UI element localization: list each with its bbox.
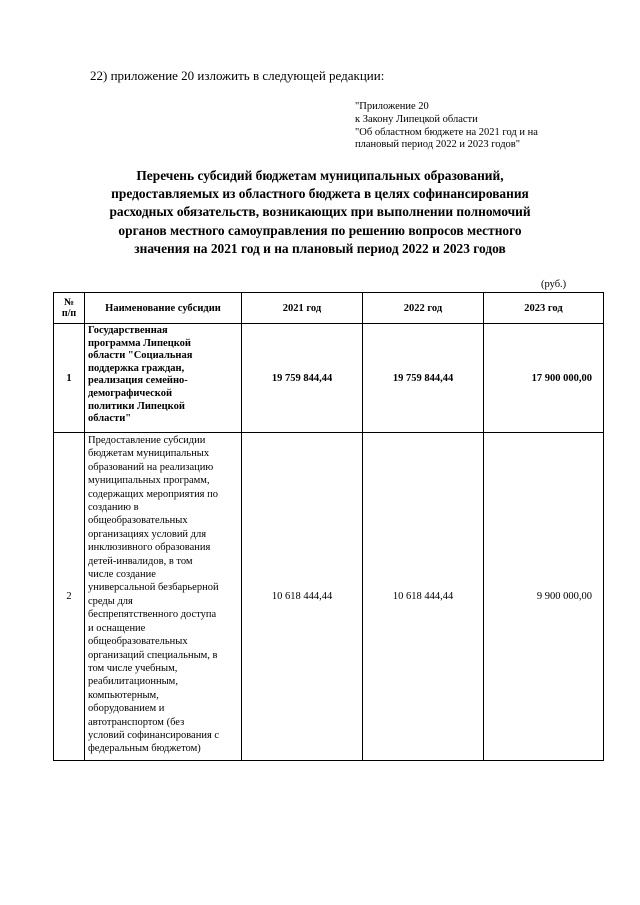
table-row	[54, 433, 604, 761]
title-line: предоставляемых из областного бюджета в целях софинансирования	[111, 186, 529, 202]
intro-text: 22) приложение 20 изложить в следующей редакции:	[90, 68, 385, 83]
title-line: расходных обязательств, возникающих при выполнении полномочий	[109, 204, 531, 220]
header-2022: 2022 год	[363, 293, 484, 324]
header-2023: 2023 год	[484, 293, 604, 324]
appendix-line: "Об областном бюджете на 2021 год и на	[355, 126, 538, 138]
appendix-line: к Закону Липецкой области	[355, 113, 478, 125]
document-title	[70, 167, 570, 258]
header-subsidy-name: Наименование субсидии	[85, 293, 242, 324]
row-number: 1	[54, 324, 85, 433]
amount-2023: 9 900 000,00	[484, 433, 604, 761]
table-header-row	[54, 293, 604, 324]
header-number: № п/п	[54, 293, 85, 324]
header-2021: 2021 год	[242, 293, 363, 324]
amount-2022: 10 618 444,44	[363, 433, 484, 761]
table-row	[54, 324, 604, 433]
units-label: (руб.)	[541, 279, 567, 290]
appendix-reference	[355, 101, 538, 152]
amount-2021: 19 759 844,44	[242, 324, 363, 433]
appendix-line: "Приложение 20	[355, 101, 429, 112]
title-line: значения на 2021 год и на плановый период 2022 и 2023 годов	[134, 240, 506, 256]
amount-2021: 10 618 444,44	[242, 433, 363, 761]
appendix-line: плановый период 2022 и 2023 годов"	[355, 139, 521, 151]
title-line: Перечень субсидий бюджетам муниципальных образований,	[136, 168, 504, 183]
subsidies-table	[53, 292, 604, 761]
title-line: органов местного самоуправления по решению вопросов местного	[118, 222, 522, 238]
amount-2022: 19 759 844,44	[363, 324, 484, 433]
subsidy-name: Государственная программа Липецкой области "Социальная поддержка граждан, реализация семейно- демографической политики Липецкой области"	[85, 324, 242, 433]
row-number: 2	[54, 433, 85, 761]
subsidy-name: Предоставление субсидии бюджетам муниципальных образований на реализацию муниципальных программ, содержащих мероприятия по созданию в общеобразовательных организациях условий для инклюзивного образования детей-инвалидов, в том числе создание универсальной безбарьерной среды для беспрепятственного доступа и оснащение общеобразовательных организаций специальным, в том числе учебным, реабилитационным, компьютерным, оборудованием и автотранспортом (без условий софинансирования с федеральным бюджетом)	[85, 433, 242, 761]
amount-2023: 17 900 000,00	[484, 324, 604, 433]
